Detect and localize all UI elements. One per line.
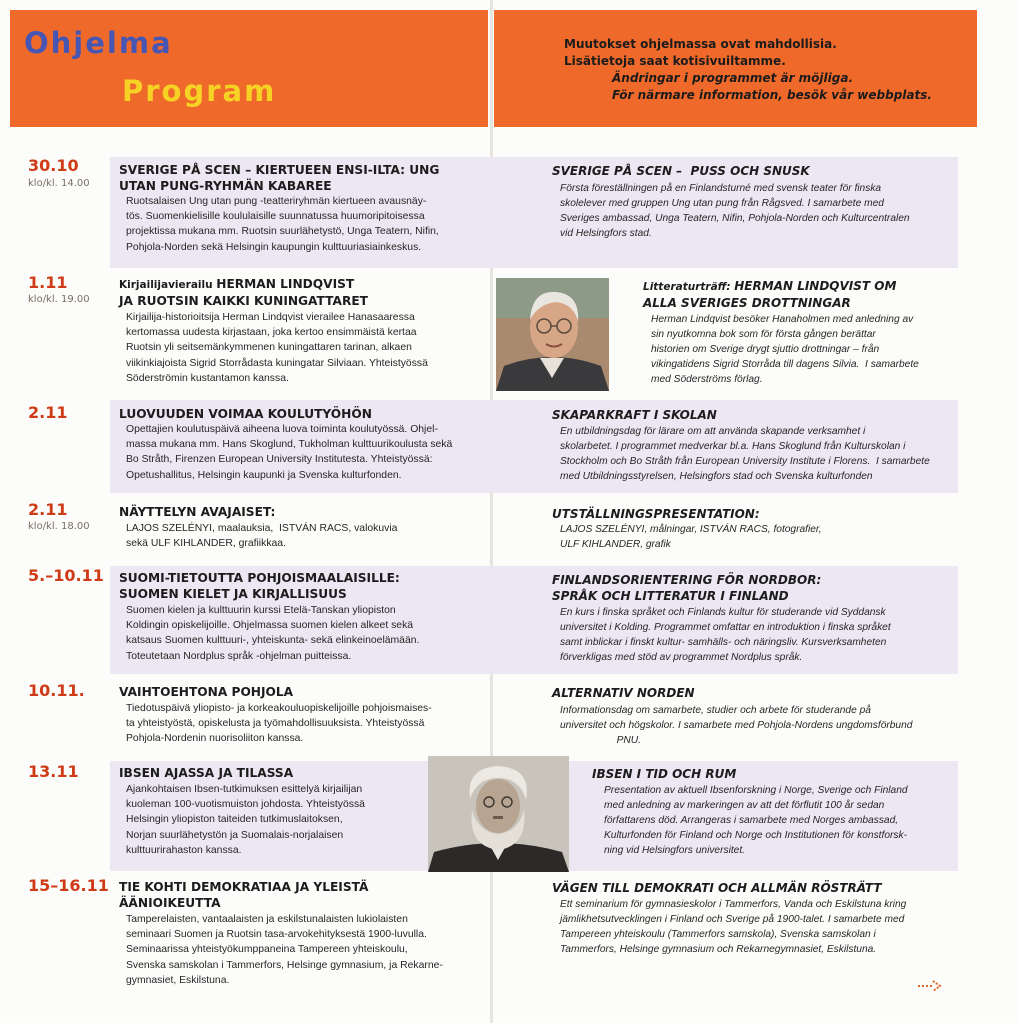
event-title-prefix-fi: Kirjailijavierailu xyxy=(119,279,217,291)
event-body-fi: Ajankohtaisen Ibsen-tutkimuksen esittelyä kirjailijan kuoleman 100-vuotismuiston johdosta. Yhteistyössä Helsingin yliopiston taiteiden tutkimuslaitoksen, Norjan suurlähetystön ja Suomalais-norjalaisen kulttuurirahaston kanssa. xyxy=(126,784,365,856)
event-title-fi: NÄYTTELYN AVAJAISET: xyxy=(119,505,276,519)
event-title-fi: SUOMI-TIETOUTTA POHJOISMAALAISILLE: SUOMEN KIELET JA KIRJALLISUUS xyxy=(119,571,400,601)
dotted-arrow-icon xyxy=(917,978,943,999)
event-date: 13.11 xyxy=(28,762,79,781)
notice-fi-line-2: Lisätietoja saat kotisivuiltamme. xyxy=(564,54,786,68)
event-body-fi: Kirjailija-historioitsija Herman Lindqvist vierailee Hanasaaressa kertomassa uudesta kirjastaan, joka kertoo ensimmäistä kertaa Ruotsin yli seitsemänkymmenen kuningattaren tarinan, alkaen viikinkiajoista Sigrid Storrådasta kuningatar Silviaan. Yhteistyössä Söderströmin kustantamon kanssa. xyxy=(126,312,428,384)
event-title-fi: IBSEN AJASSA JA TILASSA xyxy=(119,766,294,780)
event-title-sv: VÄGEN TILL DEMOKRATI OCH ALLMÄN RÖSTRÄTT xyxy=(552,881,882,895)
event-date: 1.11 xyxy=(28,273,68,292)
event-time: klo/kl. 19.00 xyxy=(28,294,90,305)
henrik-ibsen-portrait xyxy=(428,756,569,872)
event-body-fi: Suomen kielen ja kulttuurin kurssi Etelä-Tanskan yliopiston Koldingin opiskelijoille. Ohjelmassa suomen kielen alkeet sekä katsaus Suomen kulttuuri-, yhteiskunta- sekä elinkeinoelämään. Toteutetaan Nordplus språk -ohjelman puitteissa. xyxy=(126,605,420,662)
event-title-sv: FINLANDSORIENTERING FÖR NORDBOR: SPRÅK OCH LITTERATUR I FINLAND xyxy=(552,573,822,603)
event-body-sv: Herman Lindqvist besöker Hanaholmen med anledning av sin nyutkomna bok som för första gången berättar historien om Sverige drygt sjuttio drottningar – från vikingatidens Sigrid Storråda till dagens Silvia. I samarbete med Söderströms förlag. xyxy=(651,314,919,386)
event-title-fi xyxy=(119,276,368,309)
event-date: 10.11. xyxy=(28,681,85,700)
event-title-main-fi: HERMAN LINDQVIST JA RUOTSIN KAIKKI KUNINGATTARET xyxy=(119,277,368,308)
event-date: 5.–10.11 xyxy=(28,566,104,585)
notice-sv-line-2: För närmare information, besök vår webbplats. xyxy=(612,88,932,102)
event-body-sv: En kurs i finska språket och Finlands kultur för studerande vid Syddansk universitet i Kolding. Programmet omfattar en introduktion i finska språket samt inblickar i finskt kultur- samhälls- och näringsliv. Kursverksamheten förverkligas med stöd av programmet Nordplus språk. xyxy=(560,607,891,664)
notice-sv-line-1: Ändringar i programmet är möjliga. xyxy=(612,71,854,85)
event-title-fi: TIE KOHTI DEMOKRATIAA JA YLEISTÄ ÄÄNIOIKEUTTA xyxy=(119,880,369,910)
event-title-sv: SKAPARKRAFT I SKOLAN xyxy=(552,408,717,422)
event-body-sv: Informationsdag om samarbete, studier och arbete för studerande på universitet och högskolor. I samarbete med Pohjola-Nordens ungdomsförbund PNU. xyxy=(560,705,913,747)
event-time: klo/kl. 14.00 xyxy=(28,178,90,189)
event-time: klo/kl. 18.00 xyxy=(28,521,90,532)
event-title-main-sv: HERMAN LINDQVIST OM ALLA SVERIGES DROTTNINGAR xyxy=(643,279,897,310)
event-date: 15–16.11 xyxy=(28,876,109,895)
event-title-fi: LUOVUUDEN VOIMAA KOULUTYÖHÖN xyxy=(119,407,372,421)
event-body-fi: Tamperelaisten, vantaalaisten ja eskilstunalaisten lukiolaisten seminaari Suomen ja Ruotsin tasa-arvokehityksestä 1900-luvulla. Seminaarissa yhteistyökumppaneina Tampereen yhteiskoulu, Svenska samskolan i Tammerfors, Helsinge gymnasium, ja Rekarne- gymnasiet, Eskilstuna. xyxy=(126,914,443,986)
event-title-prefix-sv: Litteraturträff: xyxy=(643,281,735,293)
event-body-fi: Tiedotuspäivä yliopisto- ja korkeakouluopiskelijoille pohjoismaises- ta yhteistyöstä, opiskelusta ja työmahdollisuuksista. Yhteistyössä Pohjola-Nordenin nuorisoliiton kanssa. xyxy=(126,703,432,745)
event-body-fi: Ruotsalaisen Ung utan pung -teatteriryhmän kiertueen avausnäy- tös. Suomenkielisille koululaisille suunnatussa huumoripitoisessa projektissa mukana mm. Ruotsin suurlähetystö, Unga Teatern, Nifin, Pohjola-Norden sekä Helsingin kaupungin kulttuuriasiainkeskus. xyxy=(126,196,439,253)
event-body-sv: En utbildningsdag för lärare om att använda skapande verksamhet i skolarbetet. I programmet medverkar bl.a. Hans Skoglund från Kulturskolan i Stockholm och Bo Stråth från European University Institute i Florens. I samarbete med Utbildningsstyrelsen, Helsingfors stad och Svenska kulturfonden xyxy=(560,426,930,483)
event-body-fi: LAJOS SZELÉNYI, maalauksia, ISTVÁN RACS, valokuvia sekä ULF KIHLANDER, grafiikkaa. xyxy=(126,523,398,550)
notice-fi-line-1: Muutokset ohjelmassa ovat mahdollisia. xyxy=(564,37,837,51)
event-title-fi: VAIHTOEHTONA POHJOLA xyxy=(119,685,294,699)
event-body-sv: Presentation av aktuell Ibsenforskning i Norge, Sverige och Finland med anledning av markeringen av att det förflutit 100 år sedan författarens död. Arrangeras i samarbete med Norges ambassad, Kulturfonden för Finland och Norge och Institutionen för konstforsk- ning vid Helsingfors universitet. xyxy=(604,785,908,857)
event-title-sv xyxy=(643,278,896,311)
page-title-fi: Ohjelma xyxy=(24,26,173,60)
event-title-sv: IBSEN I TID OCH RUM xyxy=(592,767,737,781)
page-title-sv: Program xyxy=(122,74,277,108)
herman-lindqvist-photo xyxy=(496,278,609,391)
event-body-sv: LAJOS SZELÉNYI, målningar, ISTVÁN RACS, fotografier, ULF KIHLANDER, grafik xyxy=(560,524,822,551)
event-date: 2.11 xyxy=(28,500,68,519)
event-date: 30.10 xyxy=(28,156,79,175)
event-title-fi: SVERIGE PÅ SCEN – KIERTUEEN ENSI-ILTA: UNG UTAN PUNG-RYHMÄN KABAREE xyxy=(119,163,440,193)
event-title-sv: UTSTÄLLNINGSPRESENTATION: xyxy=(552,507,760,521)
event-body-sv: Ett seminarium för gymnasieskolor i Tammerfors, Vanda och Eskilstuna kring jämlikhetsutvecklingen i Finland och Sverige på 1900-talet. I samarbete med Tampereen yhteiskoulu (Tammerfors samskola), Svenska samskolan i Tammerfors, Helsinge gymnasium och Rekarnegymnasiet, Eskilstuna. xyxy=(560,899,907,956)
event-date: 2.11 xyxy=(28,403,68,422)
event-title-sv: ALTERNATIV NORDEN xyxy=(552,686,695,700)
event-title-sv: SVERIGE PÅ SCEN – PUSS OCH SNUSK xyxy=(552,164,810,178)
event-body-sv: Första föreställningen på en Finlandsturné med svensk teater för finska skolelever med gruppen Ung utan pung från Rågsved. I samarbete med Sveriges ambassad, Unga Teatern, Nifin, Pohjola-Norden och Kulturcentralen vid Helsingfors stad. xyxy=(560,183,910,240)
event-body-fi: Opettajien koulutuspäivä aiheena luova toiminta koulutyössä. Ohjel- massa mukana mm. Hans Skoglund, Tukholman kulttuurikoulusta sekä Bo Stråth, Firenzen European University Institutesta. Yhteistyössä: Opetushallitus, Helsingin kaupunki ja Svenska kulturfonden. xyxy=(126,424,453,481)
